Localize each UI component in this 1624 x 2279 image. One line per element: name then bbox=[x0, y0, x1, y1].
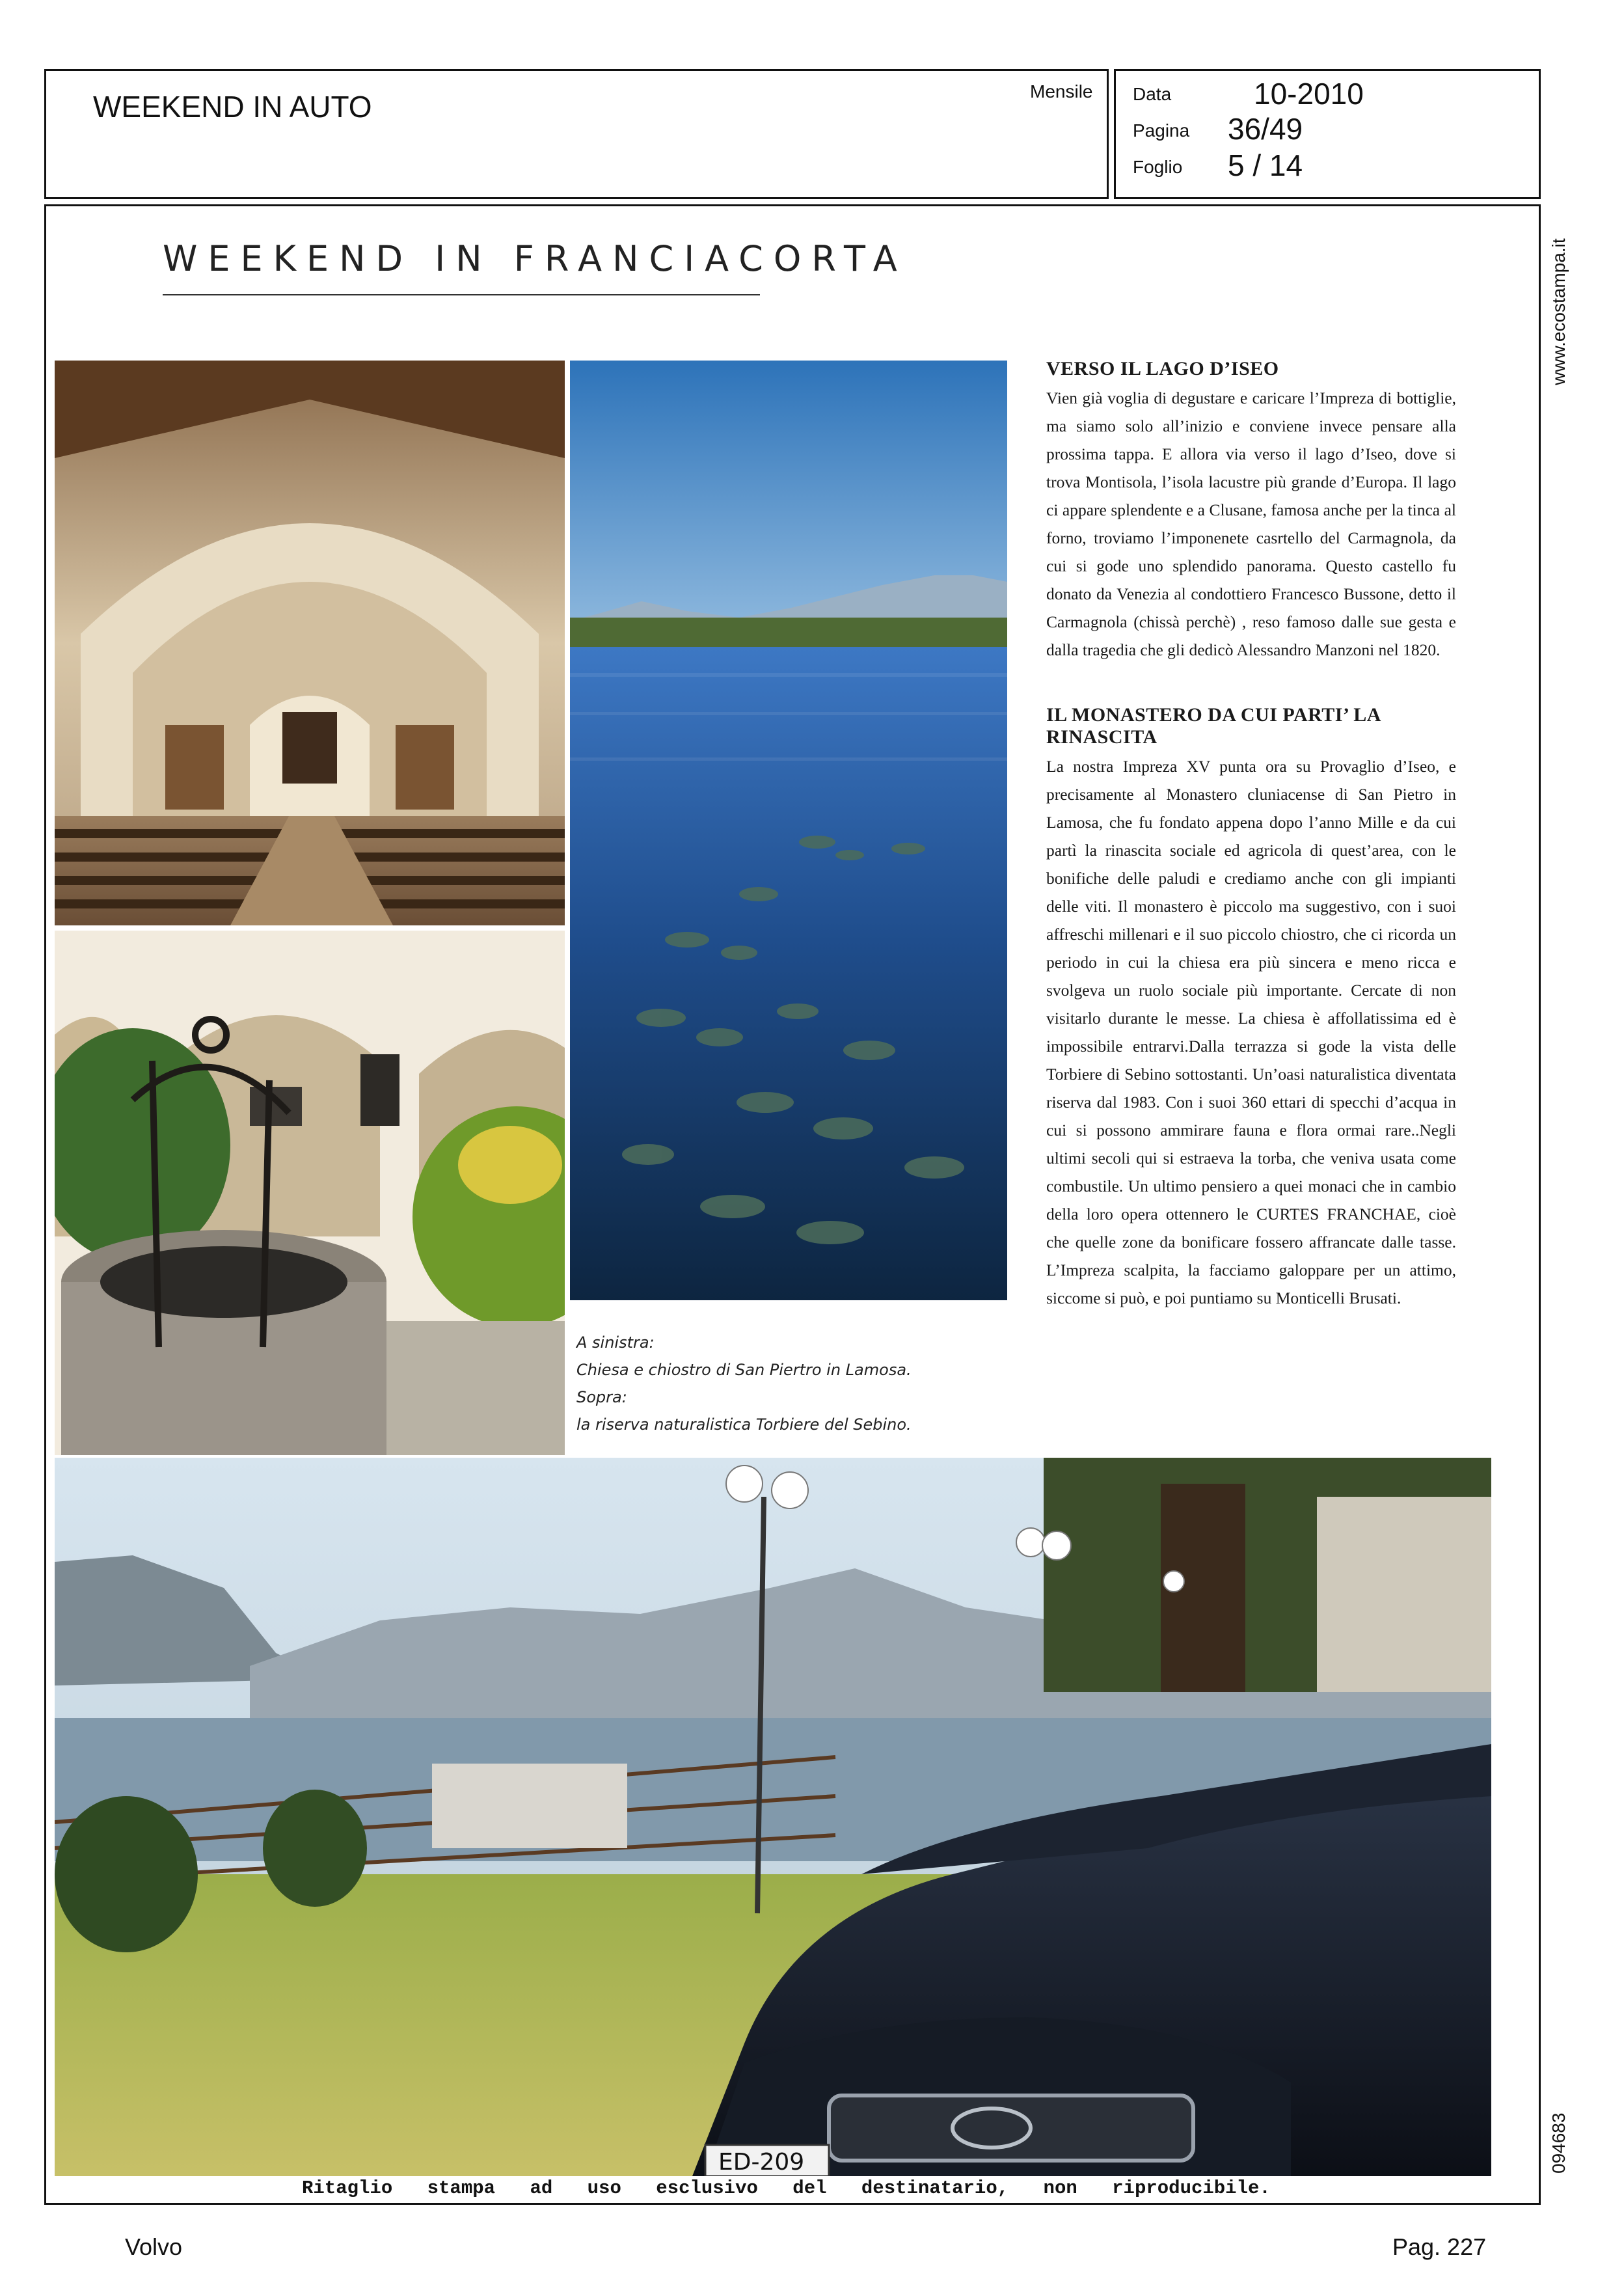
page-value: 36/49 bbox=[1228, 112, 1303, 146]
section-text-lago-iseo: Vien già voglia di degustare e caricare l’Impreza di bottiglie, ma siamo solo all’inizio e conviene invece pensare alla prossima tappa. E allora via verso il lago d’Iseo, dove si trova Montisola, l’isola lacustre più grande d’Europa. Il lago ci appare splendente e a Clusane, famosa anche per la tinca al forno, troviamo l’imponenete casrtello del Carmagnola, da cui si gode uno splendido panorama. Questo castello fu donato da Venezia al condottiero Francesco Bussone, detto il Carmagnola (chissà perchè) , reso famoso dalle sue gesta e dalla tragedia che gli dedicò Alessandro Manzoni nel 1820. bbox=[1046, 389, 1456, 659]
section-title-rule bbox=[163, 294, 760, 295]
date-label: Data bbox=[1133, 84, 1172, 104]
photo-caption bbox=[576, 1329, 941, 1438]
photo-cloister-well bbox=[55, 931, 565, 1455]
frequency-label: Mensile bbox=[1030, 81, 1093, 102]
caption-line-2: Chiesa e chiostro di San Piertro in Lamosa. bbox=[576, 1361, 912, 1379]
caption-line-1: A sinistra: bbox=[576, 1333, 655, 1352]
section-title: WEEKEND IN FRANCIACORTA bbox=[163, 238, 908, 279]
footer-right: Pag. 227 bbox=[1392, 2233, 1487, 2260]
caption-line-3: Sopra: bbox=[576, 1388, 627, 1406]
footer-left: Volvo bbox=[125, 2233, 183, 2260]
section-heading-lago-iseo: VERSO IL LAGO D’ISEO bbox=[1046, 358, 1279, 379]
publication-title: WEEKEND IN AUTO bbox=[93, 90, 372, 124]
page-label: Pagina bbox=[1133, 120, 1190, 141]
header-box-publication bbox=[44, 69, 1109, 199]
photo-church-interior bbox=[55, 361, 565, 925]
caption-line-4: la riserva naturalistica Torbiere del Sebino. bbox=[576, 1415, 912, 1434]
header-box-meta bbox=[1114, 69, 1541, 199]
section-text-monastero: La nostra Impreza XV punta ora su Provaglio d’Iseo, e precisamente al Monastero cluniacense di San Pietro in Lamosa, che fu fondato appena dopo l’anno Mille e da cui partì la rinascita sociale ed agricola di quest’area, con le bonifiche delle paludi e crediamo anche con gli impianti delle viti. Il monastero è piccolo ma suggestivo, con i suoi affreschi millenari e il suo piccolo chiostro, che ci ricorda un periodo in cui la chiesa era più sincera e meno ricca e svolgeva un ruolo sociale più importante. Cercate di non visitarlo durante le messe. La chiesa è affollatissima ed è impossibile entrarvi.Dalla terrazza si gode la vista delle Torbiere di Sebino sottostanti. Un’oasi naturalistica diventata riserva dal 1983. Con i suoi 360 ettari di specchi d’acqua in cui si possono ammirare fauna e flora ormai rare..Negli ultimi secoli qui si estraeva la torba, che veniva usata come combustile. Un ultimo pensiero a quei monaci che in cambio della loro opera ottennero le CURTES FRANCHAE, cioè che quelle zone da bonificare fossero affrancate dalle tasse. L’Impreza scalpita, la facciamo galoppare per un attimo, siccome si può, e poi puntiamo su Monticelli Brusati. bbox=[1046, 757, 1456, 1307]
disclaimer: Ritaglio stampa ad uso esclusivo del destinatario, non riproducibile. bbox=[302, 2177, 1271, 2199]
sheet-value: 5 / 14 bbox=[1228, 148, 1303, 182]
side-code: 094683 bbox=[1549, 2112, 1569, 2174]
date-value: 10-2010 bbox=[1254, 77, 1364, 111]
photo-lake-lilies bbox=[570, 361, 1007, 1300]
article-column bbox=[1046, 358, 1456, 1312]
car-plate: ED-209 bbox=[718, 2149, 805, 2176]
section-heading-monastero: IL MONASTERO DA CUI PARTI’ LA RINASCITA bbox=[1046, 704, 1381, 748]
sheet-label: Foglio bbox=[1133, 157, 1183, 177]
side-watermark: www.ecostampa.it bbox=[1549, 238, 1569, 385]
photo-lake-view-car bbox=[55, 1458, 1491, 2176]
